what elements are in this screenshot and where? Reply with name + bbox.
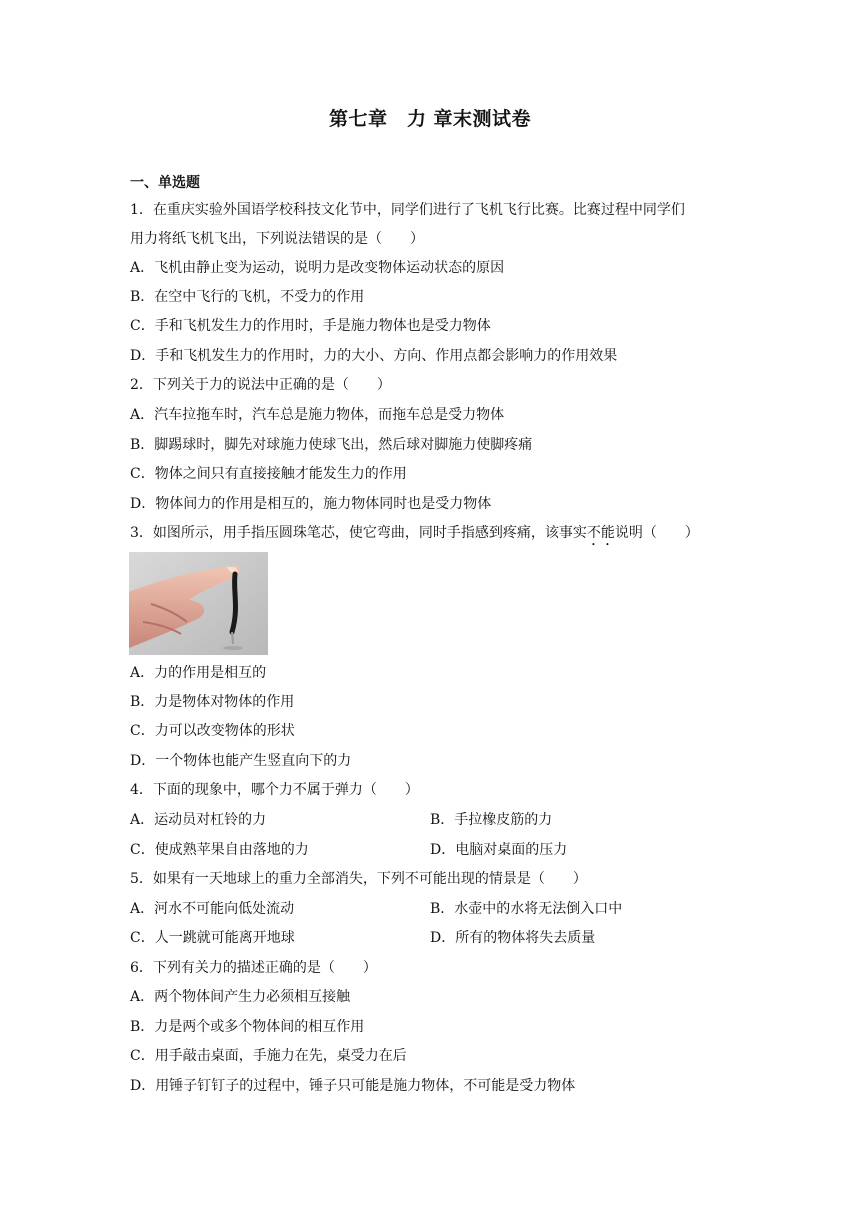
question-2-option-d: D．物体间力的作用是相互的，施力物体同时也是受力物体 xyxy=(130,496,492,512)
question-4-option-d: D．电脑对桌面的压力 xyxy=(430,842,568,858)
question-5-option-c: C．人一跳就可能离开地球 xyxy=(130,930,295,946)
question-1-option-c: C．手和飞机发生力的作用时，手是施力物体也是受力物体 xyxy=(130,318,491,334)
question-5-option-d: D．所有的物体将失去质量 xyxy=(430,930,596,946)
question-3-option-d: D．一个物体也能产生竖直向下的力 xyxy=(130,753,352,769)
question-5-row-1 xyxy=(130,899,740,919)
page-title: 第七章 力 章末测试卷 xyxy=(328,108,532,130)
question-6-option-a: A．两个物体间产生力必须相互接触 xyxy=(130,989,351,1005)
question-1-option-a: A．飞机由静止变为运动，说明力是改变物体运动状态的原因 xyxy=(130,260,505,276)
question-3-stem-pre: 3．如图所示，用手指压圆珠笔芯，使它弯曲，同时手指感到疼痛，该事实 xyxy=(130,525,587,541)
question-4-option-a: A．运动员对杠铃的力 xyxy=(130,812,267,828)
question-4-row-1 xyxy=(130,810,740,830)
question-4-row-2 xyxy=(130,840,740,860)
question-5-stem: 5．如果有一天地球上的重力全部消失，下列不可能出现的情景是（ ） xyxy=(130,871,587,887)
question-3-stem-emphasis: 不能 xyxy=(586,525,615,541)
photo-illustration xyxy=(129,552,268,655)
question-2-stem: 2．下列关于力的说法中正确的是（ ） xyxy=(130,377,391,393)
question-3-option-a: A．力的作用是相互的 xyxy=(130,665,267,681)
question-1-stem-line-1: 1．在重庆实验外国语学校科技文化节中，同学们进行了飞机飞行比赛。比赛过程中同学们 xyxy=(130,202,685,218)
finger-pressing-pen-refill-photo xyxy=(129,552,268,655)
question-5-option-b: B．水壶中的水将无法倒入口中 xyxy=(430,901,623,917)
question-3-stem xyxy=(130,523,740,549)
question-2-option-a: A．汽车拉拖车时，汽车总是施力物体，而拖车总是受力物体 xyxy=(130,407,505,423)
question-2-option-c: C．物体之间只有直接接触才能发生力的作用 xyxy=(130,466,407,482)
question-3-option-c: C．力可以改变物体的形状 xyxy=(130,723,295,739)
question-3-stem-post: 说明（ ） xyxy=(614,525,699,541)
question-5-option-a: A．河水不可能向低处流动 xyxy=(130,901,295,917)
question-6-stem: 6．下列有关力的描述正确的是（ ） xyxy=(130,960,377,976)
question-6-option-b: B．力是两个或多个物体间的相互作用 xyxy=(130,1019,365,1035)
question-4-option-b: B．手拉橡皮筋的力 xyxy=(430,812,553,828)
question-6-option-c: C．用手敲击桌面，手施力在先，桌受力在后 xyxy=(130,1048,407,1064)
question-1-option-d: D．手和飞机发生力的作用时，力的大小、方向、作用点都会影响力的作用效果 xyxy=(130,348,618,364)
section-heading: 一、单选题 xyxy=(130,175,200,191)
question-4-stem: 4．下面的现象中，哪个力不属于弹力（ ） xyxy=(130,782,419,798)
question-4-option-c: C．使成熟苹果自由落地的力 xyxy=(130,842,309,858)
question-1-option-b: B．在空中飞行的飞机，不受力的作用 xyxy=(130,289,365,305)
question-5-row-2 xyxy=(130,928,740,948)
question-1-stem-line-2: 用力将纸飞机飞出，下列说法错误的是（ ） xyxy=(130,231,424,247)
question-6-option-d: D．用锤子钉钉子的过程中，锤子只可能是施力物体，不可能是受力物体 xyxy=(130,1078,576,1094)
question-3-option-b: B．力是物体对物体的作用 xyxy=(130,694,295,710)
question-2-option-b: B．脚踢球时，脚先对球施力使球飞出，然后球对脚施力使脚疼痛 xyxy=(130,437,533,453)
